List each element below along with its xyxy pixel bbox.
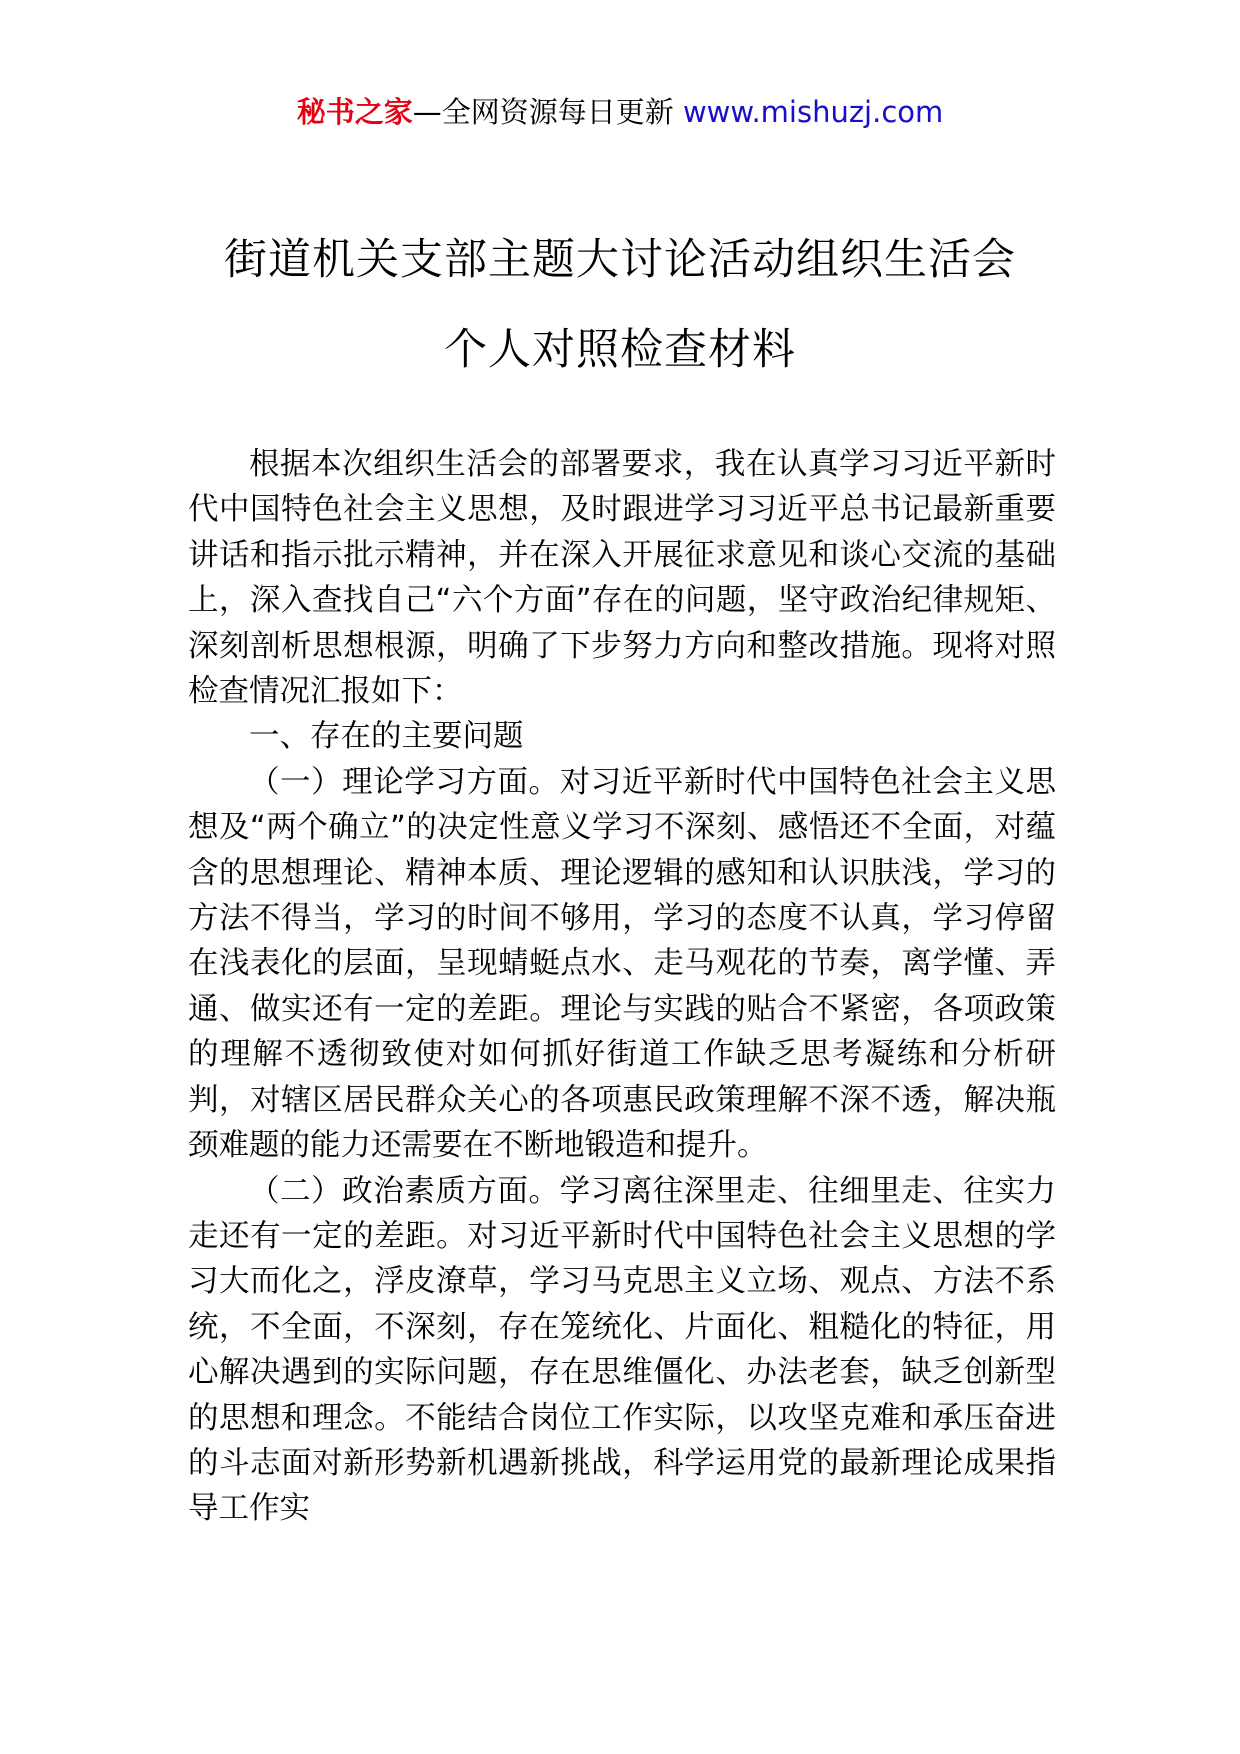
intro-paragraph: 根据本次组织生活会的部署要求，我在认真学习习近平新时代中国特色社会主义思想，及时跟进学习习近平总书记最新重要讲话和指示批示精神，并在深入开展征求意见和谈心交流的基础上，深入查找自己“六个方面”存在的问题，坚守政治纪律规矩、深刻剖析思想根源，明确了下步努力方向和整改措施。现将对照检查情况汇报如下：: [188, 447, 1056, 710]
section-heading: 一、存在的主要问题: [249, 719, 524, 755]
document-title-line2: 个人对照检查材料: [444, 325, 796, 375]
site-url-link[interactable]: www.mishuzj.com: [682, 95, 944, 129]
document-body: [188, 442, 1056, 1532]
site-name: 秘书之家: [296, 95, 413, 129]
site-tagline: —全网资源每日更新: [412, 95, 683, 129]
document-title-line1: 街道机关支部主题大讨论活动组织生活会: [224, 235, 1016, 285]
site-header: [0, 92, 1240, 132]
theory-study-paragraph: （一）理论学习方面。对习近平新时代中国特色社会主义思想及“两个确立”的决定性意义学习不深刻、感悟还不全面，对蕴含的思想理论、精神本质、理论逻辑的感知和认识肤浅，学习的方法不得当，学习的时间不够用，学习的态度不认真，学习停留在浅表化的层面，呈现蜻蜓点水、走马观花的节奏，离学懂、弄通、做实还有一定的差距。理论与实践的贴合不紧密，各项政策的理解不透彻致使对如何抓好街道工作缺乏思考凝练和分析研判，对辖区居民群众关心的各项惠民政策理解不深不透，解决瓶颈难题的能力还需要在不断地锻造和提升。: [188, 764, 1056, 1164]
political-quality-paragraph: （二）政治素质方面。学习离往深里走、往细里走、往实力走还有一定的差距。对习近平新时代中国特色社会主义思想的学习大而化之，浮皮潦草，学习马克思主义立场、观点、方法不系统，不全面，不深刻，存在笼统化、片面化、粗糙化的特征，用心解决遇到的实际问题，存在思维僵化、办法老套，缺乏创新型的思想和理念。不能结合岗位工作实际，以攻坚克难和承压奋进的斗志面对新形势新机遇新挑战，科学运用党的最新理论成果指导工作实: [188, 1173, 1056, 1527]
